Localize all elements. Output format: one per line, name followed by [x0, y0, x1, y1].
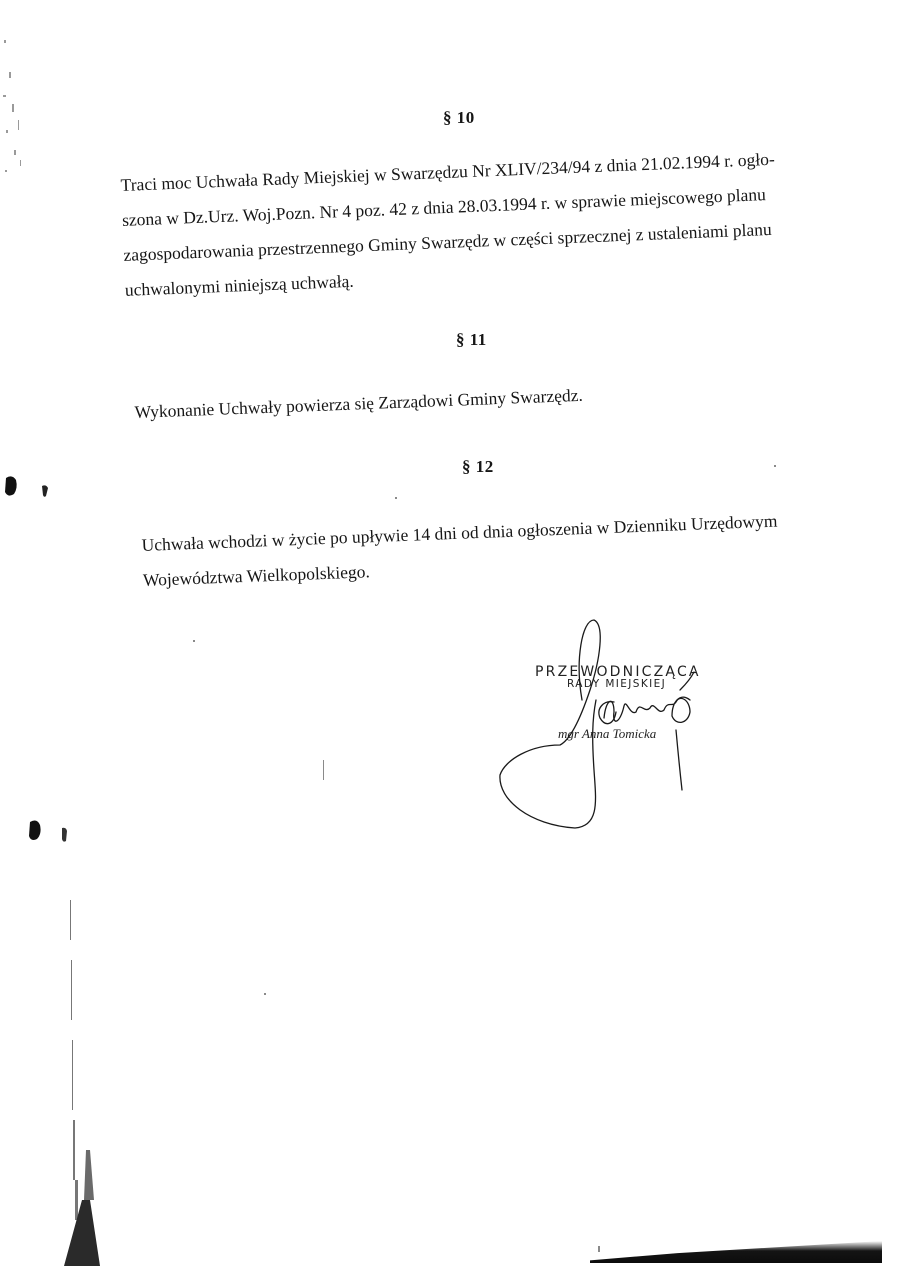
paragraph-line: zagospodarowania przestrzennego Gminy Swarzędz w części sprzecznej z ustaleniami planu [123, 218, 773, 265]
paragraph-line: Wykonanie Uchwały powierza się Zarządowi Gminy Swarzędz. [134, 384, 584, 422]
paragraph-line: Traci moc Uchwała Rady Miejskiej w Swarzędzu Nr XLIV/234/94 z dnia 21.02.1994 r. ogło- [120, 148, 776, 195]
section-heading-12: § 12 [462, 457, 494, 476]
paragraph-line: Uchwała wchodzi w życie po upływie 14 dni od dnia ogłoszenia w Dzienniku Urzędowym [141, 510, 778, 555]
section-heading-11: § 11 [456, 330, 487, 349]
paragraph-line: uchwalonymi niniejszą uchwałą. [124, 270, 355, 300]
paragraph-line: szona w Dz.Urz. Woj.Pozn. Nr 4 poz. 42 z dnia 28.03.1994 r. w sprawie miejscowego planu [121, 184, 767, 230]
paragraph-line: Województwa Wielkopolskiego. [142, 561, 371, 590]
signatory-name: mgr Anna Tomicka [558, 726, 657, 741]
stamp-subtitle: RADY MIEJSKIEJ [567, 678, 667, 690]
section-heading-10: § 10 [443, 108, 475, 127]
stamp-title: PRZEWODNICZĄCA [535, 664, 701, 680]
